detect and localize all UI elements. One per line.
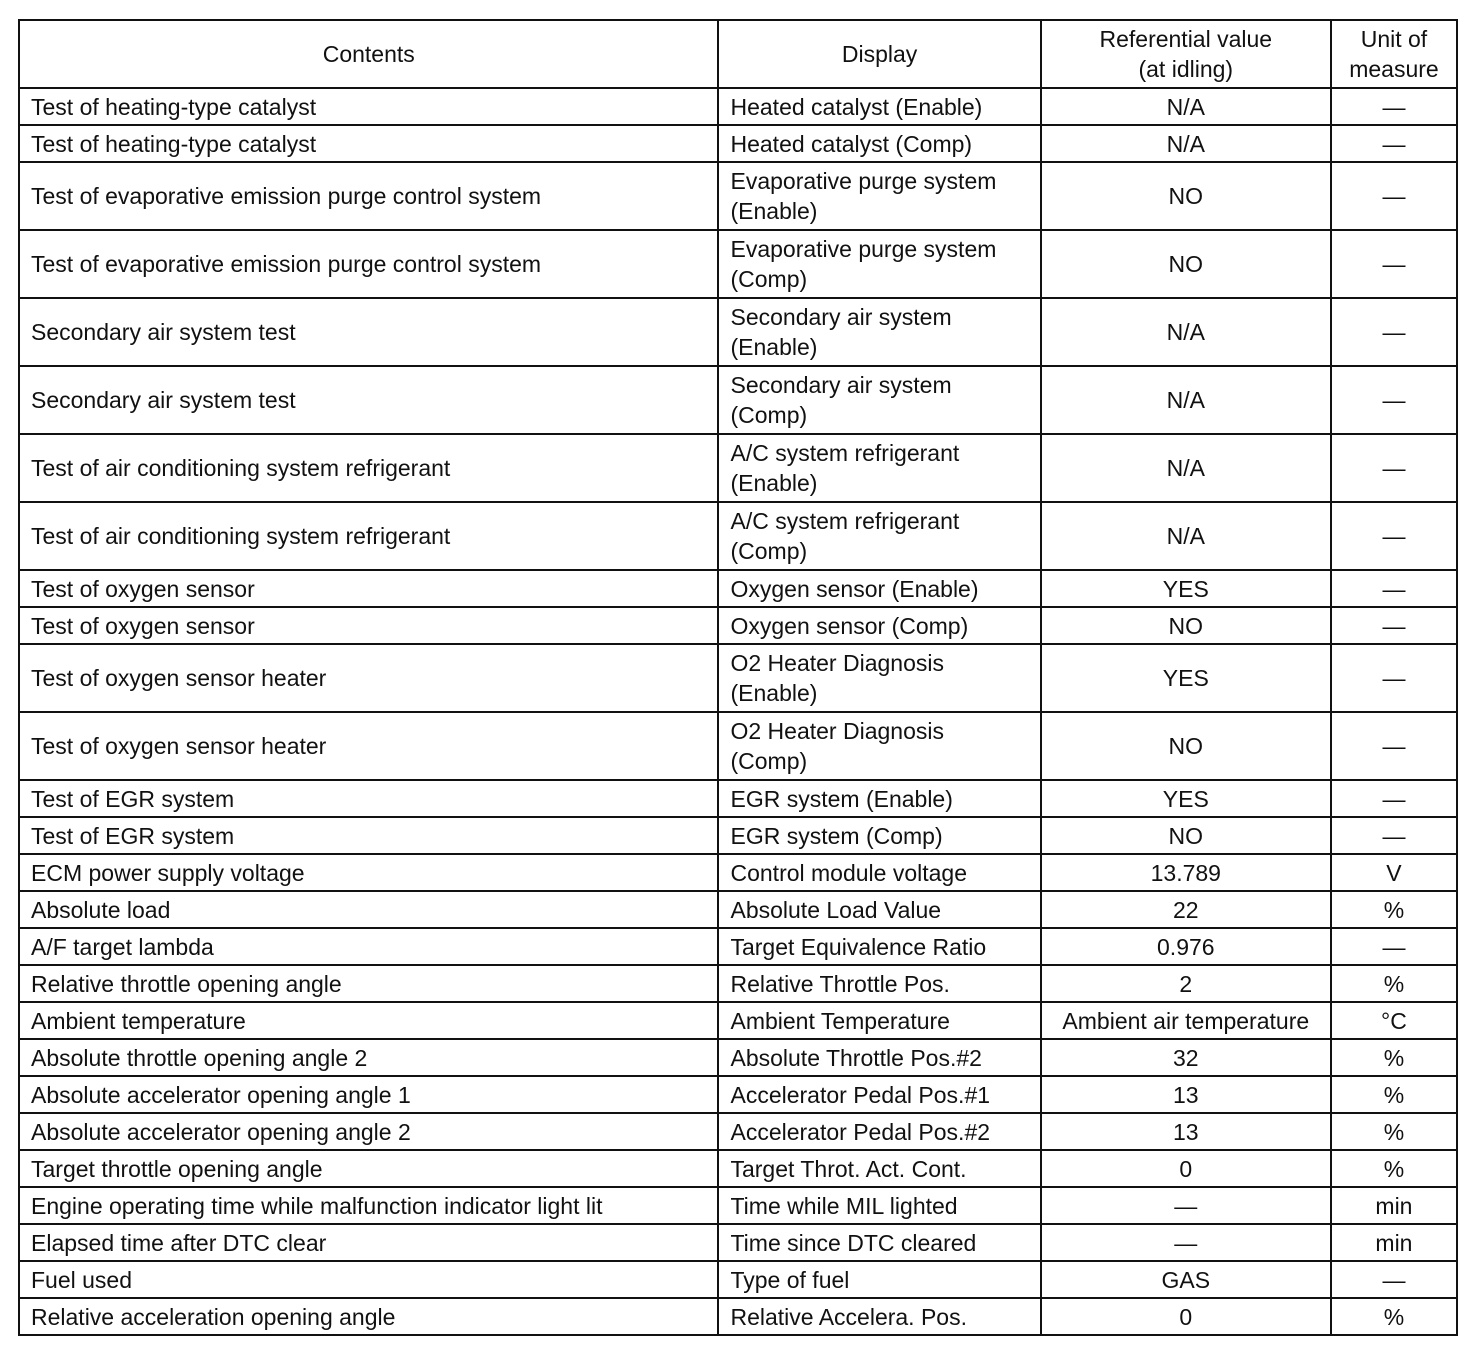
cell-contents: Test of EGR system [19,780,718,817]
cell-display-line2: (Enable) [730,680,818,706]
cell-referential-value: 22 [1041,891,1331,928]
cell-display-line1: Secondary air system [730,304,952,330]
cell-unit: — [1331,230,1457,298]
table-row [19,854,1457,891]
cell-contents: Test of oxygen sensor [19,607,718,644]
cell-display-line1: Target Equivalence Ratio [730,933,987,960]
cell-unit: — [1331,712,1457,780]
cell-display [718,1224,1040,1261]
cell-unit: % [1331,1298,1457,1335]
cell-display-line2: (Comp) [730,538,808,564]
table-row [19,502,1457,570]
header-unit [1331,20,1457,88]
table-row [19,891,1457,928]
cell-unit: % [1331,891,1457,928]
table-row [19,1298,1457,1335]
cell-referential-value: NO [1041,607,1331,644]
cell-display [718,502,1040,570]
cell-display-line1: Control module voltage [730,859,968,886]
cell-display-line1: Accelerator Pedal Pos.#2 [730,1118,991,1145]
table-row [19,1076,1457,1113]
cell-contents: Elapsed time after DTC clear [19,1224,718,1261]
cell-display [718,1113,1040,1150]
cell-unit: % [1331,1150,1457,1187]
cell-unit: — [1331,434,1457,502]
cell-referential-value: Ambient air temperature [1041,1002,1331,1039]
cell-display [718,125,1040,162]
cell-referential-value: NO [1041,162,1331,230]
cell-display [718,965,1040,1002]
cell-referential-value: 13 [1041,1076,1331,1113]
cell-display [718,1002,1040,1039]
cell-display-line1: Relative Accelera. Pos. [730,1303,967,1330]
cell-contents: ECM power supply voltage [19,854,718,891]
cell-display-line1: Type of fuel [730,1266,850,1293]
cell-contents: Absolute accelerator opening angle 1 [19,1076,718,1113]
cell-display-line2: (Enable) [730,334,818,360]
cell-display [718,162,1040,230]
cell-unit: — [1331,817,1457,854]
cell-display [718,230,1040,298]
table-row [19,928,1457,965]
cell-unit: V [1331,854,1457,891]
cell-contents: Ambient temperature [19,1002,718,1039]
cell-unit: — [1331,162,1457,230]
cell-display [718,817,1040,854]
cell-display-line1: Heated catalyst (Comp) [730,130,973,157]
cell-referential-value: 2 [1041,965,1331,1002]
table-row [19,644,1457,712]
cell-unit: — [1331,298,1457,366]
cell-referential-value: 13.789 [1041,854,1331,891]
cell-referential-value: NO [1041,230,1331,298]
cell-contents: Secondary air system test [19,366,718,434]
header-unit-line2: measure [1349,56,1439,82]
header-referential-value [1041,20,1331,88]
cell-display-line2: (Comp) [730,748,808,774]
cell-display [718,1187,1040,1224]
table-row [19,1224,1457,1261]
cell-referential-value: YES [1041,780,1331,817]
cell-display-line1: Evaporative purge system [730,236,997,262]
table-row [19,1187,1457,1224]
cell-unit: — [1331,1261,1457,1298]
cell-referential-value: N/A [1041,88,1331,125]
cell-contents: Test of heating-type catalyst [19,88,718,125]
cell-unit: — [1331,607,1457,644]
cell-display-line1: Time while MIL lighted [730,1192,958,1219]
cell-unit: — [1331,644,1457,712]
header-referential-line1: Referential value [1099,26,1273,52]
cell-referential-value: 0 [1041,1298,1331,1335]
cell-display [718,1039,1040,1076]
table-row [19,607,1457,644]
table-row [19,817,1457,854]
cell-display-line1: Absolute Throttle Pos.#2 [730,1044,982,1071]
cell-contents: Secondary air system test [19,298,718,366]
header-unit-line1: Unit of [1360,26,1428,52]
cell-referential-value: N/A [1041,298,1331,366]
cell-referential-value: 13 [1041,1113,1331,1150]
cell-display [718,1298,1040,1335]
cell-unit: % [1331,1076,1457,1113]
header-row [19,20,1457,88]
cell-referential-value: YES [1041,570,1331,607]
cell-display [718,712,1040,780]
table-row [19,298,1457,366]
table-row [19,1039,1457,1076]
cell-display-line1: Absolute Load Value [730,896,942,923]
header-referential-line2: (at idling) [1138,56,1234,82]
cell-display-line1: Oxygen sensor (Enable) [730,575,979,602]
cell-display [718,1261,1040,1298]
cell-contents: Absolute accelerator opening angle 2 [19,1113,718,1150]
table-row [19,88,1457,125]
table-row [19,230,1457,298]
cell-contents: Test of air conditioning system refrigerant [19,434,718,502]
cell-referential-value: N/A [1041,366,1331,434]
header-display: Display [718,20,1040,88]
cell-unit: min [1331,1224,1457,1261]
table-row [19,780,1457,817]
cell-display-line1: Time since DTC cleared [730,1229,977,1256]
cell-contents: Fuel used [19,1261,718,1298]
table-row [19,434,1457,502]
cell-display-line1: Relative Throttle Pos. [730,970,950,997]
cell-display [718,1150,1040,1187]
cell-display-line1: Target Throt. Act. Cont. [730,1155,967,1182]
table-row [19,712,1457,780]
cell-display-line1: A/C system refrigerant [730,440,960,466]
cell-contents: Test of evaporative emission purge control system [19,162,718,230]
cell-contents: Absolute load [19,891,718,928]
cell-contents: Test of oxygen sensor heater [19,712,718,780]
cell-unit: — [1331,88,1457,125]
table-row [19,1002,1457,1039]
cell-display-line1: Oxygen sensor (Comp) [730,612,969,639]
cell-display [718,88,1040,125]
table-row [19,1150,1457,1187]
cell-referential-value: N/A [1041,125,1331,162]
table-body [19,88,1457,1335]
table-row [19,366,1457,434]
cell-contents: Relative acceleration opening angle [19,1298,718,1335]
cell-display-line1: Heated catalyst (Enable) [730,93,983,120]
cell-contents: Test of air conditioning system refrigerant [19,502,718,570]
cell-display-line2: (Comp) [730,402,808,428]
table-row [19,570,1457,607]
cell-display-line1: Ambient Temperature [730,1007,950,1034]
cell-display-line1: A/C system refrigerant [730,508,960,534]
cell-display-line1: Accelerator Pedal Pos.#1 [730,1081,991,1108]
cell-contents: Absolute throttle opening angle 2 [19,1039,718,1076]
cell-unit: % [1331,1113,1457,1150]
cell-display [718,1076,1040,1113]
cell-display [718,434,1040,502]
cell-referential-value: 0 [1041,1150,1331,1187]
cell-referential-value: 0.976 [1041,928,1331,965]
cell-unit: — [1331,780,1457,817]
cell-contents: Test of oxygen sensor heater [19,644,718,712]
table-row [19,162,1457,230]
cell-contents: Test of EGR system [19,817,718,854]
cell-display [718,891,1040,928]
cell-display-line1: O2 Heater Diagnosis [730,718,944,744]
cell-referential-value: N/A [1041,434,1331,502]
cell-contents: Test of oxygen sensor [19,570,718,607]
cell-unit: % [1331,965,1457,1002]
cell-display-line1: Secondary air system [730,372,952,398]
cell-display-line2: (Enable) [730,470,818,496]
table-row [19,1261,1457,1298]
cell-display [718,570,1040,607]
cell-display [718,298,1040,366]
cell-display [718,780,1040,817]
cell-referential-value: GAS [1041,1261,1331,1298]
cell-unit: — [1331,570,1457,607]
cell-unit: — [1331,502,1457,570]
cell-display-line2: (Enable) [730,198,818,224]
cell-unit: % [1331,1039,1457,1076]
cell-display-line1: Evaporative purge system [730,168,997,194]
cell-referential-value: N/A [1041,502,1331,570]
cell-unit: — [1331,928,1457,965]
cell-contents: Engine operating time while malfunction indicator light lit [19,1187,718,1224]
cell-display-line2: (Comp) [730,266,808,292]
table-row [19,1113,1457,1150]
cell-display [718,854,1040,891]
cell-referential-value: NO [1041,712,1331,780]
reference-value-table [18,19,1458,1336]
cell-display [718,366,1040,434]
cell-display-line1: EGR system (Comp) [730,822,943,849]
header-contents: Contents [19,20,718,88]
cell-referential-value: 32 [1041,1039,1331,1076]
cell-referential-value: YES [1041,644,1331,712]
cell-unit: min [1331,1187,1457,1224]
cell-display-line1: EGR system (Enable) [730,785,953,812]
cell-referential-value: — [1041,1187,1331,1224]
table-row [19,125,1457,162]
cell-display [718,607,1040,644]
cell-contents: A/F target lambda [19,928,718,965]
cell-contents: Target throttle opening angle [19,1150,718,1187]
cell-contents: Relative throttle opening angle [19,965,718,1002]
cell-contents: Test of heating-type catalyst [19,125,718,162]
cell-referential-value: NO [1041,817,1331,854]
cell-display [718,928,1040,965]
cell-referential-value: — [1041,1224,1331,1261]
cell-unit: — [1331,125,1457,162]
cell-display [718,644,1040,712]
table-row [19,965,1457,1002]
cell-display-line1: O2 Heater Diagnosis [730,650,944,676]
cell-unit: °C [1331,1002,1457,1039]
cell-contents: Test of evaporative emission purge control system [19,230,718,298]
cell-unit: — [1331,366,1457,434]
